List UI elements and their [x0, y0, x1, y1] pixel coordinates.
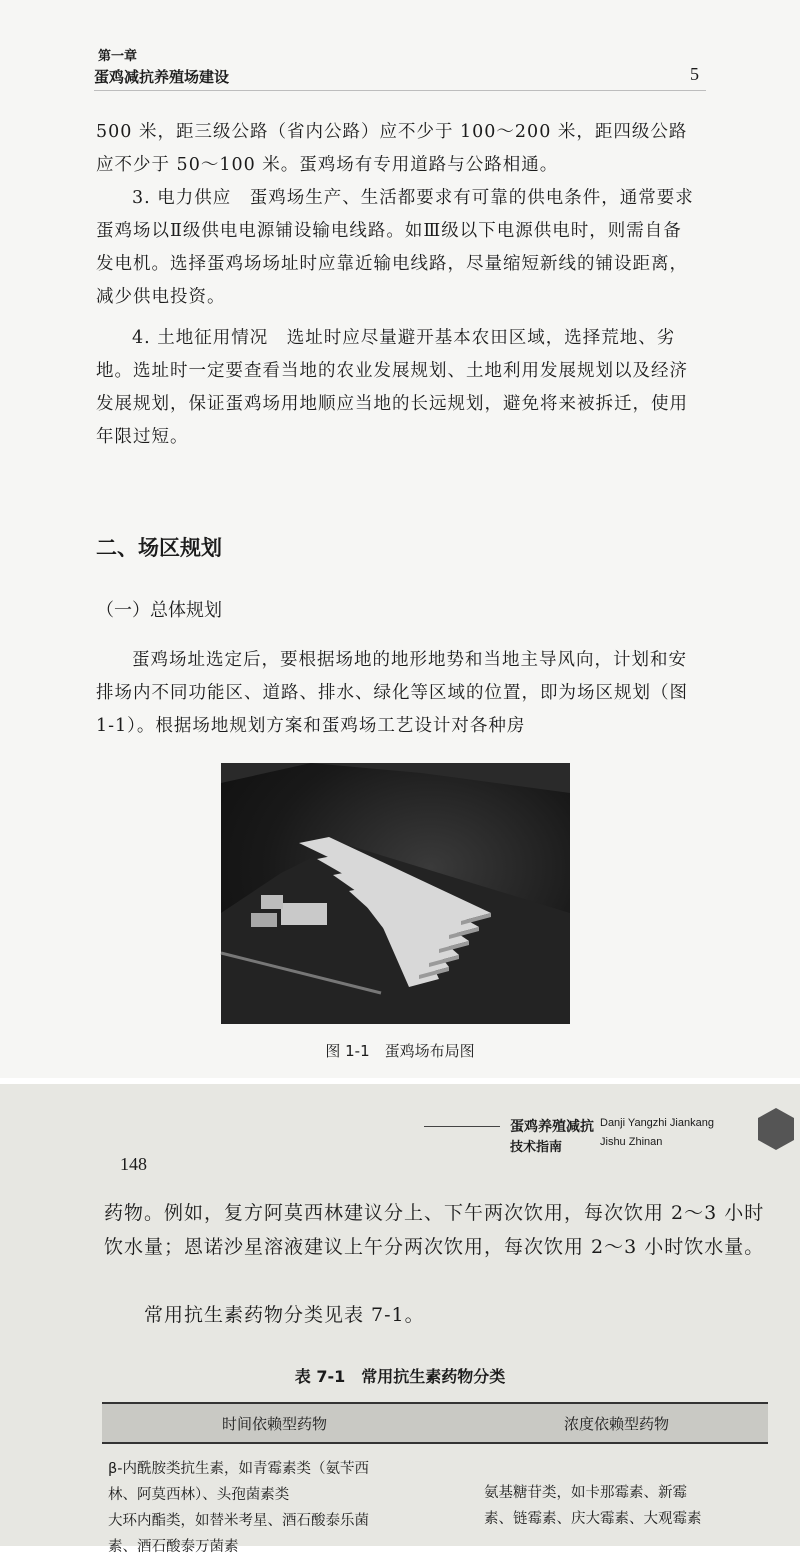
header-line [424, 1126, 500, 1127]
table-cell-line: 素、酒石酸泰万菌素 [108, 1539, 239, 1555]
table-cell-time-dependent [108, 1456, 418, 1560]
paragraph-land [96, 322, 696, 454]
paragraph-text: 蛋鸡场址选定后，要根据场地的地形地势和当地主导风向，计划和安排场内不同功能区、道路、排水、绿化等区域的位置，即为场区规划（图 1-1）。根据场地规划方案和蛋鸡场工艺设计对各种房 [96, 650, 688, 736]
book-subtitle: 技术指南 [510, 1140, 563, 1155]
header-rule [94, 90, 706, 91]
table-title: 表 7-1 常用抗生素药物分类 [294, 1367, 506, 1386]
page-number: 148 [120, 1154, 147, 1174]
paragraph-text: 常用抗生素药物分类见表 7-1。 [144, 1304, 425, 1326]
paragraph-dosage [104, 1196, 784, 1264]
book-subtitle-pinyin: Jishu Zhinan [600, 1136, 663, 1148]
book-title-pinyin: Danji Yangzhi Jiankang [600, 1117, 714, 1129]
table-cell-line: 林、阿莫西林）、头孢菌素类 [108, 1487, 290, 1503]
paragraph-text: 4. 土地征用情况 选址时应尽量避开基本农田区域，选择荒地、劣地。选址时一定要查看当地的农业发展规划、土地利用发展规划以及经济发展规划，保证蛋鸡场用地顺应当地的长远规划，避免将来被拆迁，使用年限过短。 [96, 328, 688, 447]
running-chapter: 第一章 [98, 49, 138, 64]
table-cell-concentration-dependent [484, 1480, 774, 1532]
paragraph-text: 药物。例如，复方阿莫西林建议分上、下午两次饮用，每次饮用 2～3 小时饮水量；恩诺沙星溶液建议上午分两次饮用，每次饮用 2～3 小时饮水量。 [104, 1202, 765, 1258]
paragraph-table-ref [104, 1298, 784, 1332]
bottom-page [0, 1084, 800, 1555]
paragraph-text: 3. 电力供应 蛋鸡场生产、生活都要求有可靠的供电条件，通常要求蛋鸡场以Ⅱ级供电电源铺设输电线路。如Ⅲ级以下电源供电时，则需自备发电机。选择蛋鸡场场址时应靠近输电线路，尽量缩短新线的铺设距离，减少供电投资。 [96, 188, 694, 307]
figure-caption: 图 1-1 蛋鸡场布局图 [325, 1042, 475, 1060]
paragraph-text: 500 米，距三级公路（省内公路）应不少于 100～200 米，距四级公路应不少于 50～100 米。蛋鸡场有专用道路与公路相通。 [96, 122, 688, 175]
table-cell-line: β-内酰胺类抗生素，如青霉素类（氨苄西 [108, 1461, 369, 1477]
table-header-cell: 时间依赖型药物 [222, 1415, 328, 1433]
table-header-row [102, 1402, 768, 1444]
book-title: 蛋鸡养殖减抗 [510, 1119, 594, 1135]
paragraph-power [96, 182, 696, 314]
sub-heading: （一）总体规划 [96, 600, 222, 621]
paragraph-roads [96, 116, 696, 182]
farm-aerial-photo [221, 763, 570, 1024]
running-title: 蛋鸡减抗养殖场建设 [94, 68, 230, 86]
section-heading: 二、场区规划 [96, 536, 222, 560]
farm-buildings-illustration [221, 763, 570, 1024]
page-number: 5 [690, 64, 699, 84]
table-header-cell: 浓度依赖型药物 [564, 1415, 670, 1433]
paragraph-planning [96, 644, 696, 743]
table-cell-line: 氨基糖苷类，如卡那霉素、新霉 [484, 1485, 687, 1501]
table-cell-line: 大环内酯类，如替米考星、酒石酸泰乐菌 [108, 1513, 369, 1529]
table-cell-line: 素、链霉素、庆大霉素、大观霉素 [484, 1511, 702, 1527]
hexagon-icon [756, 1106, 796, 1152]
